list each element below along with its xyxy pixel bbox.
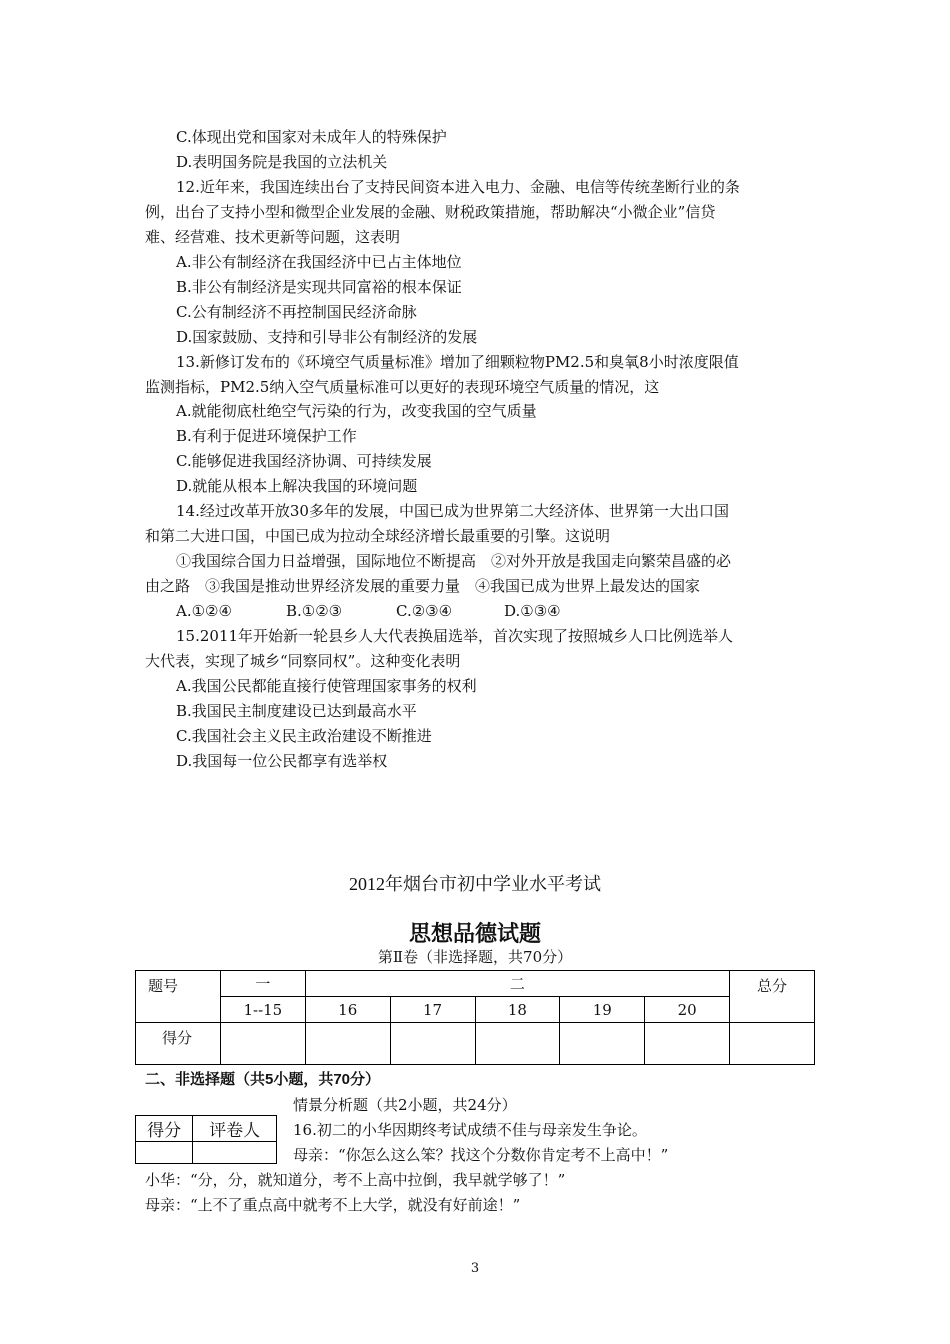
section2-heading: 二、非选择题（共5小题，共70分） (145, 1071, 381, 1088)
score-cell (475, 1023, 560, 1065)
q15-stem-line2: 大代表，实现了城乡“同察同权”。这种变化表明 (145, 652, 461, 670)
q12-stem-line1: 12.近年来，我国连续出台了支持民间资本进入电力、金融、电信等传统垄断行业的条 (176, 178, 740, 196)
q14-statements-line1: ①我国综合国力日益增强，国际地位不断提高 ②对外开放是我国走向繁荣昌盛的必 (176, 552, 732, 570)
q15-option-c: C.我国社会主义民主政治建设不断推进 (176, 727, 432, 745)
score-table-part2: 二 (305, 971, 729, 997)
score-cell (305, 1023, 390, 1065)
score-table-score-label: 得分 (136, 1023, 221, 1065)
q15-option-a: A.我国公民都能直接行使管理国家事务的权利 (176, 677, 477, 695)
subject-title: 思想品德试题 (408, 921, 541, 946)
score-cell (560, 1023, 645, 1065)
q14-option-b: B.①②③ (286, 602, 343, 620)
q14-statements-line2: 由之路 ③我国是推动世界经济发展的重要力量 ④我国已成为世界上最发达的国家 (145, 577, 701, 595)
score-table-col-1-15: 1--15 (220, 997, 305, 1023)
q12-option-d: D.国家鼓励、支持和引导非公有制经济的发展 (176, 328, 478, 346)
score-table (135, 970, 815, 1065)
grader-table (135, 1115, 277, 1164)
q16-intro: 16.初二的小华因期终考试成绩不佳与母亲发生争论。 (293, 1121, 647, 1139)
score-table-col-20: 20 (645, 997, 730, 1023)
score-table-part1: 一 (220, 971, 305, 997)
q16-dialogue-line1: 母亲：“你怎么这么笨？找这个分数你肯定考不上高中！” (293, 1146, 669, 1164)
q13-stem-line1: 13.新修订发布的《环境空气质量标准》增加了细颗粒物PM2.5和臭氧8小时浓度限值 (176, 353, 739, 371)
volume-title: 第Ⅱ卷（非选择题，共70分） (377, 948, 573, 966)
score-table-col-19: 19 (560, 997, 645, 1023)
q14-option-a: A.①②④ (176, 602, 232, 620)
q12-option-c: C.公有制经济不再控制国民经济命脉 (176, 303, 417, 321)
page-number: 3 (470, 1261, 480, 1276)
q15-option-b: B.我国民主制度建设已达到最高水平 (176, 702, 417, 720)
q12-stem-line2: 例，出台了支持小型和微型企业发展的金融、财税政策措施，帮助解决“小微企业”信贷 (145, 203, 716, 221)
q14-option-c: C.②③④ (396, 602, 453, 620)
q13-option-d: D.就能从根本上解决我国的环境问题 (176, 477, 418, 495)
q15-stem-line1: 15.2011年开始新一轮县乡人大代表换届选举，首次实现了按照城乡人口比例选举人 (176, 627, 734, 645)
q13-option-b: B.有利于促进环境保护工作 (176, 427, 357, 445)
score-table-total-label: 总分 (730, 971, 815, 1023)
grader-person-cell (193, 1142, 277, 1164)
q15-option-d: D.我国每一位公民都享有选举权 (176, 752, 388, 770)
grader-score-cell (136, 1142, 193, 1164)
q12-option-a: A.非公有制经济在我国经济中已占主体地位 (176, 253, 462, 271)
q11-option-d: D.表明国务院是我国的立法机关 (176, 153, 388, 171)
score-cell (220, 1023, 305, 1065)
score-cell (645, 1023, 730, 1065)
q16-dialogue-line3: 母亲：“上不了重点高中就考不上大学，就没有好前途！” (145, 1196, 521, 1214)
q13-stem-line2: 监测指标，PM2.5纳入空气质量标准可以更好的表现环境空气质量的情况，这 (145, 378, 660, 396)
q14-option-d: D.①③④ (504, 602, 561, 620)
q16-dialogue-line2: 小华：“分，分，就知道分，考不上高中拉倒，我早就学够了！” (145, 1171, 566, 1189)
score-table-qno-label: 题号 (136, 971, 221, 1023)
grader-person-label: 评卷人 (193, 1116, 277, 1142)
q11-option-c: C.体现出党和国家对未成年人的特殊保护 (176, 128, 447, 146)
q12-stem-line3: 难、经营难、技术更新等问题，这表明 (145, 228, 401, 246)
grader-score-label: 得分 (136, 1116, 193, 1142)
section2-subheading: 情景分析题（共2小题，共24分） (293, 1096, 517, 1114)
score-cell (390, 1023, 475, 1065)
q14-stem-line1: 14.经过改革开放30多年的发展，中国已成为世界第二大经济体、世界第一大出口国 (176, 502, 729, 520)
q13-option-a: A.就能彻底杜绝空气污染的行为，改变我国的空气质量 (176, 402, 537, 420)
score-table-col-17: 17 (390, 997, 475, 1023)
score-table-col-18: 18 (475, 997, 560, 1023)
q13-option-c: C.能够促进我国经济协调、可持续发展 (176, 452, 432, 470)
q14-stem-line2: 和第二大进口国，中国已成为拉动全球经济增长最重要的引擎。这说明 (145, 527, 611, 545)
score-cell (730, 1023, 815, 1065)
q12-option-b: B.非公有制经济是实现共同富裕的根本保证 (176, 278, 462, 296)
score-table-col-16: 16 (305, 997, 390, 1023)
exam-title: 2012年烟台市初中学业水平考试 (349, 874, 601, 894)
